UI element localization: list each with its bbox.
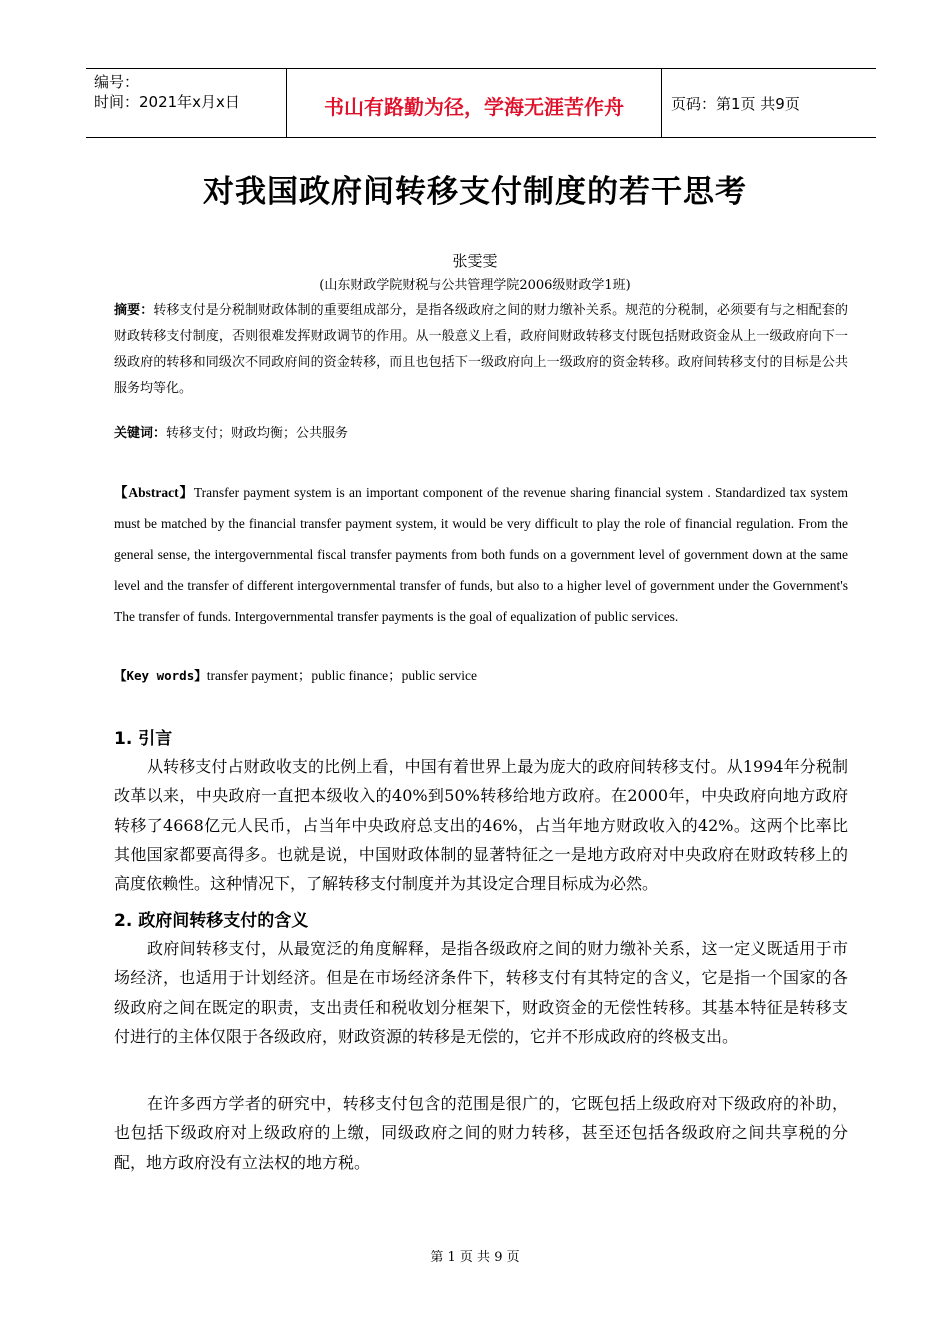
abstract-cn	[114, 298, 848, 402]
keywords-en	[114, 664, 848, 688]
paragraph: 在许多西方学者的研究中，转移支付包含的范围是很广的，它既包括上级政府对下级政府的补助，也包括下级政府对上级政府的上缴，同级政府之间的财力转移，甚至还包括各级政府之间共享税的分配，地方政府没有立法权的地方税。	[114, 1094, 848, 1172]
header-meta-cell	[86, 69, 286, 137]
section-heading-introduction: 1. 引言	[114, 729, 173, 749]
author-name: 张雯雯	[452, 252, 498, 270]
page-title: 对我国政府间转移支付制度的若干思考	[203, 174, 747, 210]
keywords-cn-text: 转移支付；财政均衡；公共服务	[166, 426, 349, 441]
abstract-en	[114, 477, 848, 632]
abstract-cn-label: 摘要：	[114, 303, 154, 318]
abstract-en-text: Transfer payment system is an important component of the revenue sharing financial system . Standardized tax system must be matched by the financial transfer payment system, it would be very difficult to play the role of financial regulation. From the general sense, the intergovernmental fiscal transfer payments from both funds on a government level of government down at the same level and the transfer of different intergovernmental transfer of funds, but also to a higher level of government under the Government's The transfer of funds. Intergovernmental transfer payments is the goal of equalization of public services.	[114, 485, 848, 624]
header-page-info: 页码：第1页 共9页	[671, 95, 800, 113]
document-time: 时间：2021年x月x日	[94, 93, 240, 111]
keywords-en-label: 【Key words】	[114, 668, 207, 683]
author-affiliation: (山东财政学院财税与公共管理学院2006级财政学1班)	[319, 278, 631, 293]
page-footer: 第 1 页 共 9 页	[430, 1250, 520, 1265]
paragraph: 从转移支付占财政收支的比例上看，中国有着世界上最为庞大的政府间转移支付。从1994年分税制改革以来，中央政府一直把本级收入的40%到50%转移给地方政府。在2000年，中央政府向地方政府转移了4668亿元人民币，占当年中央政府总支出的46%，占当年地方财政收入的42%。这两个比率比其他国家都要高得多。也就是说，中国财政体制的显著特征之一是地方政府对中央政府在财政转移上的高度依赖性。这种情况下，了解转移支付制度并为其设定合理目标成为必然。	[114, 757, 848, 894]
header-table	[86, 68, 876, 138]
paragraph: 政府间转移支付，从最宽泛的角度解释，是指各级政府之间的财力缴补关系，这一定义既适用于市场经济，也适用于计划经济。但是在市场经济条件下，转移支付有其特定的含义，它是指一个国家的各级政府之间在既定的职责，支出责任和税收划分框架下，财政资金的无偿性转移。其基本特征是转移支付进行的主体仅限于各级政府，财政资源的转移是无偿的，它并不形成政府的终极支出。	[114, 939, 848, 1046]
abstract-cn-text: 转移支付是分税制财政体制的重要组成部分，是指各级政府之间的财力缴补关系。规范的分税制，必须要有与之相配套的财政转移支付制度，否则很难发挥财政调节的作用。从一般意义上看，政府间财政转移支付既包括财政资金从上一级政府向下一级政府的转移和同级次不同政府间的资金转移，而且也包括下一级政府向上一级政府的资金转移。政府间转移支付的目标是公共服务均等化。	[114, 303, 848, 396]
header-page-cell	[661, 69, 876, 137]
keywords-en-text: transfer payment；public finance；public service	[206, 668, 478, 683]
abstract-en-label: 【Abstract】	[114, 485, 194, 500]
header-motto: 书山有路勤为径，学海无涯苦作舟	[324, 95, 624, 119]
section-heading-definition: 2. 政府间转移支付的含义	[114, 911, 309, 931]
keywords-cn	[114, 422, 848, 446]
header-motto-cell	[286, 69, 662, 137]
document-number-label: 编号：	[94, 73, 140, 91]
keywords-cn-label: 关键词：	[114, 426, 167, 441]
